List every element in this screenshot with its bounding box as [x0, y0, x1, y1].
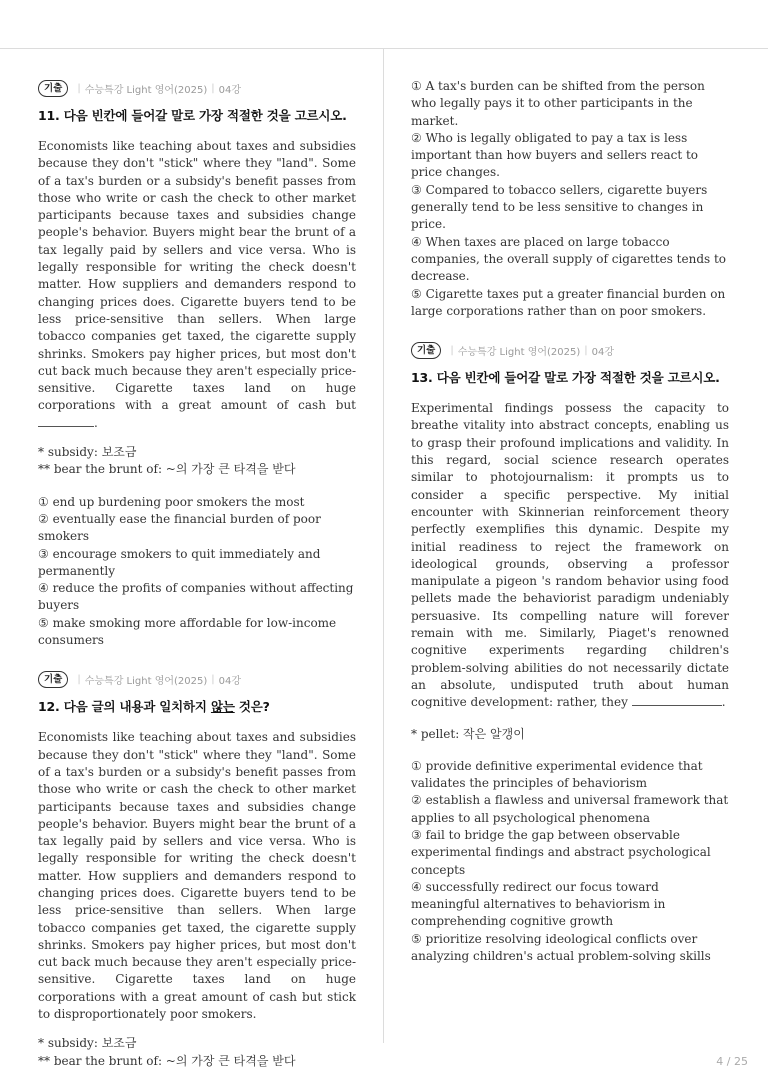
meta-separator: | [211, 82, 215, 94]
title-underlined-word: 않는 [210, 699, 235, 715]
choice-5[interactable]: ⑤ Cigarette taxes put a greater financial burden on large corporations rather than on poor smokers. [411, 286, 726, 318]
choice-1[interactable]: ① end up burdening poor smokers the most [38, 494, 305, 509]
title-text-end: 것은? [234, 699, 270, 715]
choice-4[interactable]: ④ successfully redirect our focus toward meaningful alternatives to behaviorism in comprehending cognitive growth [411, 879, 666, 929]
section-label: 04강 [218, 675, 242, 687]
meta-separator: | [584, 344, 588, 356]
question-12-notes [38, 1035, 356, 1070]
question-13-title: 13. 다음 빈칸에 들어갈 말로 가장 적절한 것을 고르시오. [411, 370, 720, 386]
passage-text: Experimental findings possess the capacity to breathe vitality into abstract concepts, enabling us to grasp their profound implications and validity. In this regard, social science research operates similar to photojournalism: it prompts us to consider a specific perspective. My initial encounter with Skinnerian reinforcement theory perfectly exemplifies this dynamic. Despite my initial readiness to reject the framework on ideological grounds, observing a professor manipulate a pigeon 's random behavior using food pellets made the behaviorist paradigm undeniably persuasive. Its compelling nature will forever remain with me. Similarly, Piaget's renowned cognitive experiments regarding children's problem-solving abilities do not necessarily dictate an absolute, undisputed truth about human cognitive development: rather, they [411, 401, 729, 710]
question-11 [38, 78, 356, 649]
exam-badge: 기출 [38, 80, 68, 97]
question-11-notes [38, 444, 356, 479]
meta-separator: | [450, 344, 454, 356]
meta-separator: | [77, 82, 81, 94]
exam-badge: 기출 [38, 671, 68, 688]
note: * subsidy: 보조금 [38, 1036, 137, 1051]
section-label: 04강 [591, 346, 615, 358]
question-11-choices [38, 494, 356, 650]
note: ** bear the brunt of: ~의 가장 큰 타격을 받다 [38, 462, 296, 477]
section-label: 04강 [218, 84, 242, 96]
choice-4[interactable]: ④ reduce the profits of companies without affecting buyers [38, 581, 354, 613]
meta-separator: | [211, 673, 215, 685]
choice-3[interactable]: ③ Compared to tobacco sellers, cigarette buyers generally tend to be less sensitive to changes in price. [411, 182, 708, 232]
source-label: 수능특강 Light 영어(2025) [84, 675, 208, 687]
question-11-passage [38, 138, 356, 432]
question-12-title [38, 697, 356, 715]
source-label: 수능특강 Light 영어(2025) [84, 84, 208, 96]
answer-blank [632, 705, 722, 706]
right-column [411, 78, 729, 965]
passage-text: Economists like teaching about taxes and subsidies because they don't "stick" where they "land". Some of a tax's burden or a subsidy's benefit passes from those who write or cash the check to other market participants because taxes and subsidies change people's behavior. Buyers might bear the brunt of a tax legally paid by sellers and vice versa. Who is legally responsible for writing the check doesn't matter. How suppliers and demanders respond to changing prices does. Cigarette buyers tend to be less price-sensitive than sellers. When large tobacco companies get taxed, the cigarette supply shrinks. Smokers pay higher prices, but most don't cut back much because they aren't especially price-sensitive. Cigarette taxes land on huge corporations with a great amount of cash but [38, 139, 356, 413]
title-text: 12. 다음 글의 내용과 일치하지 [38, 699, 211, 715]
question-12-choices [411, 78, 729, 320]
source-label: 수능특강 Light 영어(2025) [457, 346, 581, 358]
note: * subsidy: 보조금 [38, 445, 137, 460]
choice-5[interactable]: ⑤ prioritize resolving ideological conflicts over analyzing children's actual problem-solving skills [411, 931, 711, 964]
question-12 [38, 669, 356, 1070]
choice-5[interactable]: ⑤ make smoking more affordable for low-income consumers [38, 615, 337, 648]
choice-2[interactable]: ② Who is legally obligated to pay a tax is less important than how buyers and sellers react to price changes. [411, 130, 699, 180]
question-13-passage [411, 400, 729, 711]
passage-end: . [94, 415, 98, 430]
passage-end: . [721, 695, 726, 710]
question-11-title: 11. 다음 빈칸에 들어갈 말로 가장 적절한 것을 고르시오. [38, 108, 347, 123]
question-13-choices [411, 758, 729, 966]
header-divider [0, 48, 768, 49]
choice-3[interactable]: ③ fail to bridge the gap between observable experimental findings and abstract psychological concepts [411, 827, 711, 877]
question-13 [411, 340, 729, 965]
question-12-meta [38, 669, 356, 689]
exam-badge: 기출 [411, 342, 441, 359]
note: * pellet: 작은 알갱이 [411, 726, 525, 741]
column-divider [383, 48, 384, 1043]
choice-1[interactable]: ① provide definitive experimental evidence that validates the principles of behaviorism [411, 758, 703, 791]
question-12-passage: Economists like teaching about taxes and subsidies because they don't "stick" where they "land". Some of a tax's burden or a subsidy's benefit passes from those who write or cash the check to other market participants because taxes and subsidies change people's behavior. Buyers might bear the brunt of a tax legally paid by sellers and vice versa. Who is legally responsible for writing the check doesn't matter. How suppliers and demanders respond to changing prices does. Cigarette buyers tend to be less price-sensitive than sellers. When large tobacco companies get taxed, the cigarette supply shrinks. Smokers pay higher prices, but most don't cut back much because they aren't especially price-sensitive. Cigarette taxes land on huge corporations with a great amount of cash but stick to disproportionately poor smokers. [38, 730, 356, 1022]
note: ** bear the brunt of: ~의 가장 큰 타격을 받다 [38, 1053, 296, 1068]
choice-2[interactable]: ② eventually ease the financial burden of poor smokers [38, 511, 321, 544]
choice-2[interactable]: ② establish a flawless and universal framework that applies to all psychological phenomena [411, 793, 729, 825]
answer-blank [38, 426, 94, 427]
question-13-notes [411, 726, 729, 743]
question-13-meta [411, 340, 729, 360]
meta-separator: | [77, 673, 81, 685]
choice-3[interactable]: ③ encourage smokers to quit immediately and permanently [38, 546, 321, 578]
question-11-meta [38, 78, 356, 98]
page-number: 4 / 25 [716, 1055, 748, 1068]
choice-1[interactable]: ① A tax's burden can be shifted from the person who legally pays it to other participants in the market. [411, 79, 705, 128]
choice-4[interactable]: ④ When taxes are placed on large tobacco companies, the overall supply of cigarettes tends to decrease. [411, 234, 727, 284]
left-column [38, 78, 356, 1070]
